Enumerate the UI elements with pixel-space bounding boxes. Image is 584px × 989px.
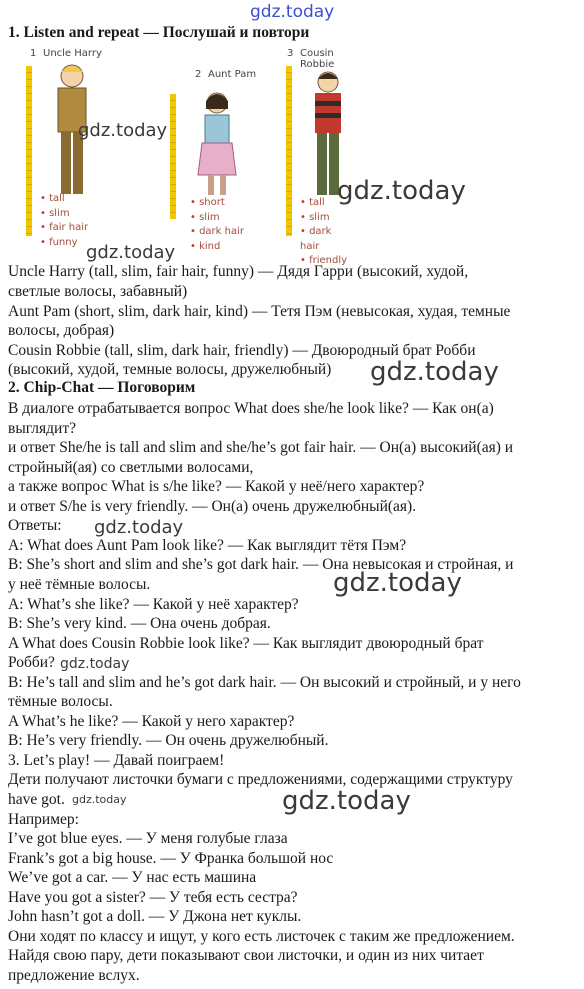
section2-line: и ответ She/he is tall and slim and she/he’s got fair hair. — Он(а) высокий(ая) и: [8, 439, 514, 456]
section3-line: Найдя свою пару, дети показывают свои листочки, и один из них читает: [8, 947, 484, 964]
trait: • slim: [300, 211, 350, 226]
section1-line: светлые волосы, забавный): [8, 283, 188, 300]
trait: • tall: [300, 196, 350, 211]
section2-line: A What does Cousin Robbie look like? — Как выглядит двоюродный брат: [8, 635, 484, 652]
height-ruler-1: [26, 66, 32, 236]
section3-line: John hasn’t got a doll. — У Джона нет куклы.: [8, 908, 302, 925]
section2-line: выглядит?: [8, 420, 77, 437]
trait: • dark hair: [190, 225, 244, 240]
section2-line: B: He’s tall and slim and he’s got dark hair. — Он высокий и стройный, и у него: [8, 674, 521, 691]
character-2-name: Aunt Pam: [208, 69, 257, 80]
section2-line: тёмные волосы.: [8, 693, 113, 710]
trait: • dark hair: [300, 225, 350, 254]
trait: • slim: [190, 211, 244, 226]
height-ruler-2: [170, 94, 176, 219]
section3-line: Например:: [8, 811, 79, 828]
trait: • fair hair: [40, 221, 88, 236]
section2-line: B: He’s very friendly. — Он очень дружелюбный.: [8, 732, 329, 749]
watermark: gdz.today: [333, 568, 462, 598]
section1-line: волосы, добрая): [8, 322, 115, 339]
watermark-top: gdz.today: [250, 2, 335, 22]
section2-line: Ответы:: [8, 517, 62, 534]
character-1-number: 1: [30, 48, 37, 59]
watermark: gdz.today: [337, 176, 466, 206]
section3-line: 3. Let’s play! — Давай поиграем!: [8, 752, 225, 769]
height-ruler-3: [286, 66, 292, 236]
section2-line: B: She’s very kind. — Она очень добрая.: [8, 615, 271, 632]
characters-illustration: [10, 44, 350, 266]
watermark: gdz.today: [72, 793, 127, 806]
section1-line: (высокий, худой, темные волосы, дружелюбный): [8, 361, 332, 378]
watermark: gdz.today: [370, 357, 499, 387]
watermark: gdz.today: [78, 120, 168, 141]
section3-line: Frank’s got a big house. — У Франка большой нос: [8, 850, 334, 867]
character-2-number: 2: [195, 69, 202, 80]
trait: • kind: [190, 240, 244, 255]
trait: • short: [190, 196, 244, 211]
section3-line: Have you got a sister? — У тебя есть сестра?: [8, 889, 298, 906]
character-2-traits: [190, 196, 244, 254]
section2-heading: 2. Chip-Chat — Поговорим: [8, 379, 196, 396]
section2-line: B: She’s short and slim and she’s got dark hair. — Она невысокая и стройная, и: [8, 556, 514, 573]
section1-line: Cousin Robbie (tall, slim, dark hair, friendly) — Двоюродный брат Робби: [8, 342, 476, 359]
section2-line: а также вопрос What is s/he like? — Какой у неё/него характер?: [8, 478, 425, 495]
section2-line: у неё тёмные волосы.: [8, 576, 151, 593]
section2-line: стройный(ая) со светлыми волосами,: [8, 459, 254, 476]
character-3-number: 3: [287, 48, 294, 59]
section2-line: Робби?: [8, 654, 55, 671]
section3-line: We’ve got a car. — У нас есть машина: [8, 869, 257, 886]
section3-line: Они ходят по классу и ищут, у кого есть листочек с таким же предложением.: [8, 928, 515, 945]
section3-line: предложение вслух.: [8, 967, 140, 984]
section2-line: A: What’s she like? — Какой у неё характер?: [8, 596, 299, 613]
character-1-traits: [40, 192, 88, 250]
section1-heading: 1. Listen and repeat — Послушай и повтори: [8, 24, 310, 41]
trait: • funny: [40, 236, 88, 251]
section2-line: В диалоге отрабатывается вопрос What does she/he look like? — Как он(а): [8, 400, 494, 417]
watermark: gdz.today: [86, 242, 176, 263]
watermark: gdz.today: [282, 786, 411, 816]
trait: • slim: [40, 207, 88, 222]
watermark: gdz.today: [60, 656, 130, 672]
section2-line: A What’s he like? — Какой у него характер?: [8, 713, 295, 730]
aunt-pam-figure: [190, 89, 245, 199]
section2-line: и ответ S/he is very friendly. — Он(а) очень дружелюбный(ая).: [8, 498, 417, 515]
watermark: gdz.today: [94, 517, 184, 538]
character-3-traits: [300, 196, 350, 269]
section1-line: Aunt Pam (short, slim, dark hair, kind) — Тетя Пэм (невысокая, худая, темные: [8, 303, 511, 320]
section3-line: I’ve got blue eyes. — У меня голубые глаза: [8, 830, 288, 847]
trait: • tall: [40, 192, 88, 207]
character-1-name: Uncle Harry: [43, 48, 102, 59]
section2-line: A: What does Aunt Pam look like? — Как выглядит тётя Пэм?: [8, 537, 407, 554]
section3-line: have got.: [8, 791, 65, 808]
trait: • friendly: [300, 254, 350, 269]
section1-line: Uncle Harry (tall, slim, fair hair, funny) — Дядя Гарри (высокий, худой,: [8, 263, 469, 280]
section3-line: Дети получают листочки бумаги с предложениями, содержащими структуру: [8, 771, 513, 788]
character-3-name: Cousin Robbie: [300, 48, 335, 70]
